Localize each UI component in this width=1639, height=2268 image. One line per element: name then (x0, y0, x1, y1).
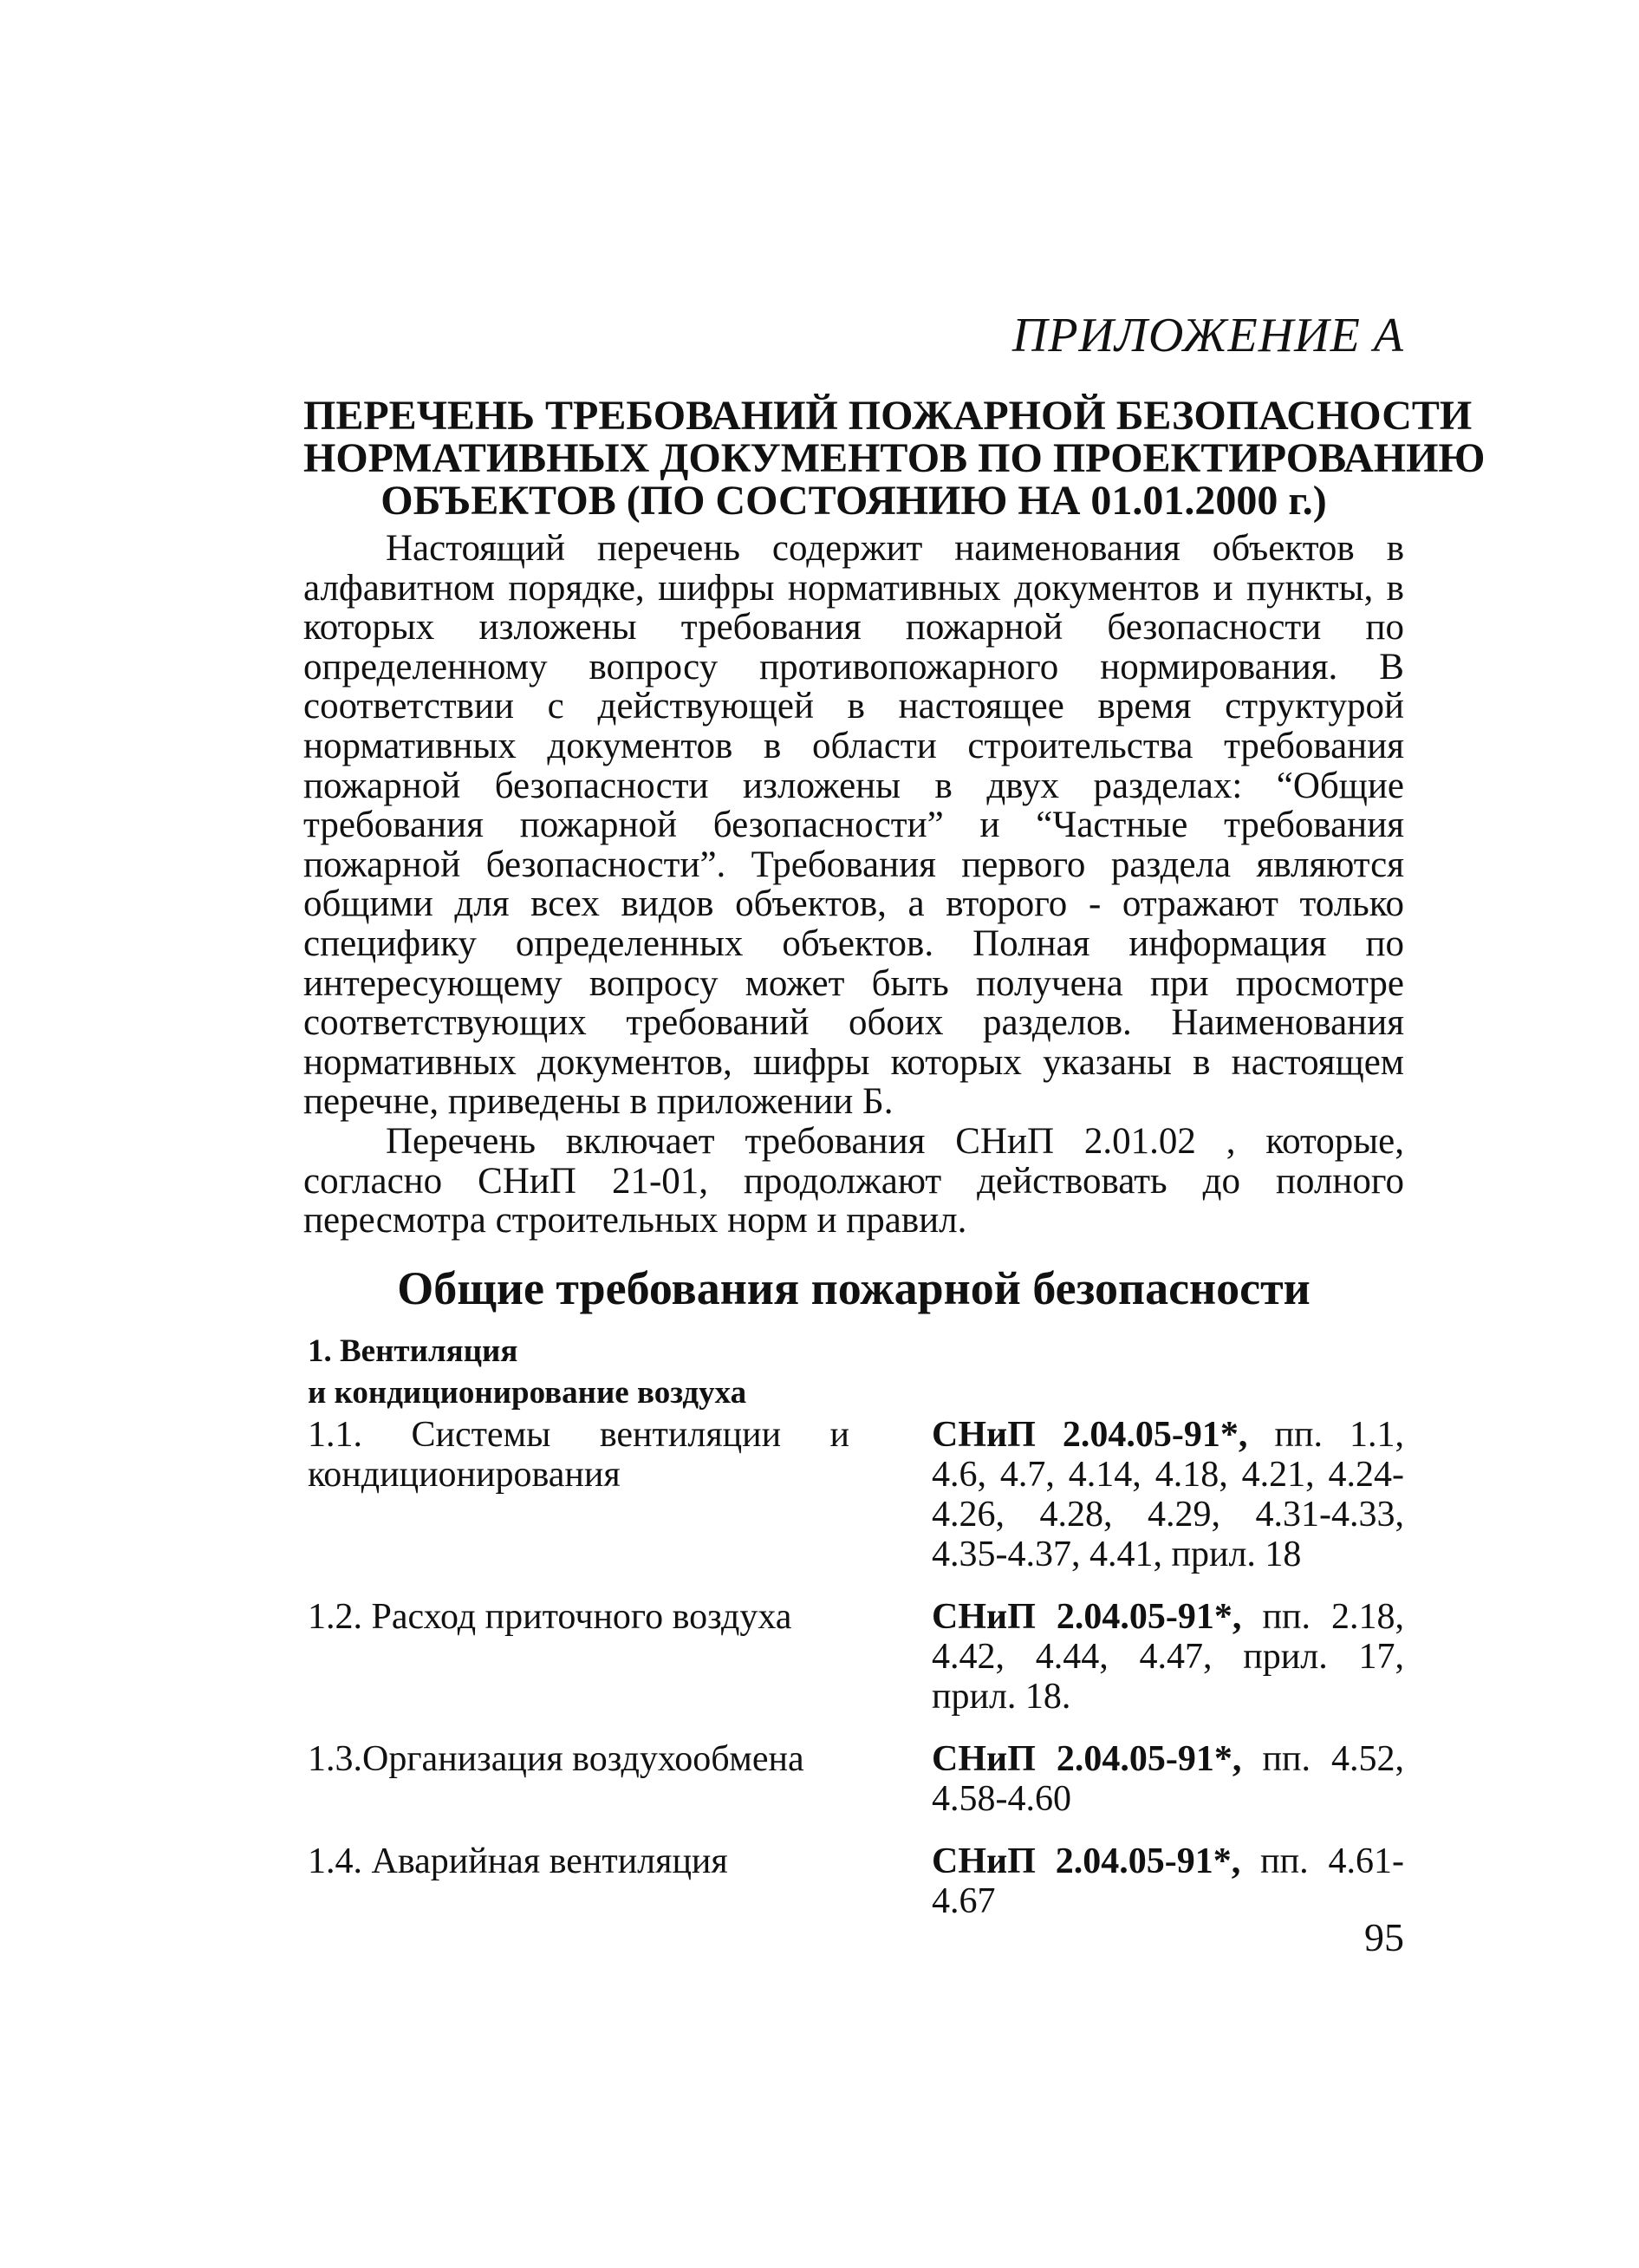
subsection-line: и кондиционирование воздуха (308, 1375, 747, 1411)
section-title: Общие требования пожарной безопасности (397, 1262, 1311, 1314)
item-name: 1.2. Расход приточного воздуха (308, 1597, 792, 1637)
item-reference (932, 1415, 1404, 1574)
reference-code: СНиП 2.04.05-91*, (932, 1415, 1248, 1455)
item-reference (932, 1597, 1404, 1717)
item-name: 1.3.Организация воздухообмена (308, 1739, 804, 1779)
title-line: НОРМАТИВНЫХ ДОКУМЕНТОВ ПО ПРОЕКТИРОВАНИЮ (303, 435, 1486, 481)
item-name: 1.1. Системы вентиляции и кондиционирования (308, 1415, 849, 1495)
intro-paragraph: Перечень включает требования СНиП 2.01.02 , которые, согласно СНиП 21-01, продолжают действовать до полного пересмотра строительных норм и правил. (303, 1120, 1404, 1242)
appendix-label: ПРИЛОЖЕНИЕ А (1011, 309, 1404, 362)
list-item (308, 1739, 1404, 1819)
item-name: 1.4. Аварийная вентиляция (308, 1841, 728, 1881)
list-item (308, 1597, 1404, 1717)
title-line: ПЕРЕЧЕНЬ ТРЕБОВАНИЙ ПОЖАРНОЙ БЕЗОПАСНОСТИ (303, 393, 1473, 439)
list-item (308, 1841, 1404, 1921)
requirements-list (308, 1415, 1404, 1944)
item-reference (932, 1739, 1404, 1819)
subsection-line: 1. Вентиляция (308, 1333, 518, 1369)
document-page (303, 0, 1486, 2268)
reference-code: СНиП 2.04.05-91*, (932, 1597, 1242, 1637)
list-item (308, 1415, 1404, 1574)
title-line: ОБЪЕКТОВ (ПО СОСТОЯНИЮ НА 01.01.2000 г.) (380, 478, 1327, 524)
reference-points: пп. 1.1, 4.6, 4.7, 4.14, 4.18, 4.21, 4.24-4.26, 4.28, 4.29, 4.31-4.33, 4.35-4.37, 4.41, прил. 18 (932, 1415, 1404, 1574)
intro-paragraph: Настоящий перечень содержит наименования объектов в алфавитном порядке, шифры нормативных документов и пункты, в которых изложены требования пожарной безопасности по определенному вопросу противопожарного нормирования. В соответствии с действующей в настоящее время структурой нормативных документов в области строительства требования пожарной безопасности изложены в двух разделах: “Общие требования пожарной безопасности” и “Частные требования пожарной безопасности”. Требования первого раздела являются общими для всех видов объектов, а второго - отражают только специфику определенных объектов. Полная информация по интересующему вопросу может быть получена при просмотре соответствующих требований обоих разделов. Наименования нормативных документов, шифры которых указаны в настоящем перечне, приведены в приложении Б. (303, 528, 1404, 1123)
reference-code: СНиП 2.04.05-91*, (932, 1739, 1242, 1779)
page-number: 95 (1364, 1915, 1404, 1959)
item-reference (932, 1841, 1404, 1921)
reference-code: СНиП 2.04.05-91*, (932, 1841, 1241, 1881)
reference-points: пп. 4.61-4.67 (932, 1841, 1404, 1921)
subsection-heading (308, 1331, 746, 1414)
reference-points: пп. 2.18, 4.42, 4.44, 4.47, прил. 17, прил. 18. (932, 1597, 1404, 1717)
document-title (303, 393, 1486, 524)
reference-points: пп. 4.52, 4.58-4.60 (932, 1739, 1404, 1819)
intro-text (303, 529, 1404, 1241)
